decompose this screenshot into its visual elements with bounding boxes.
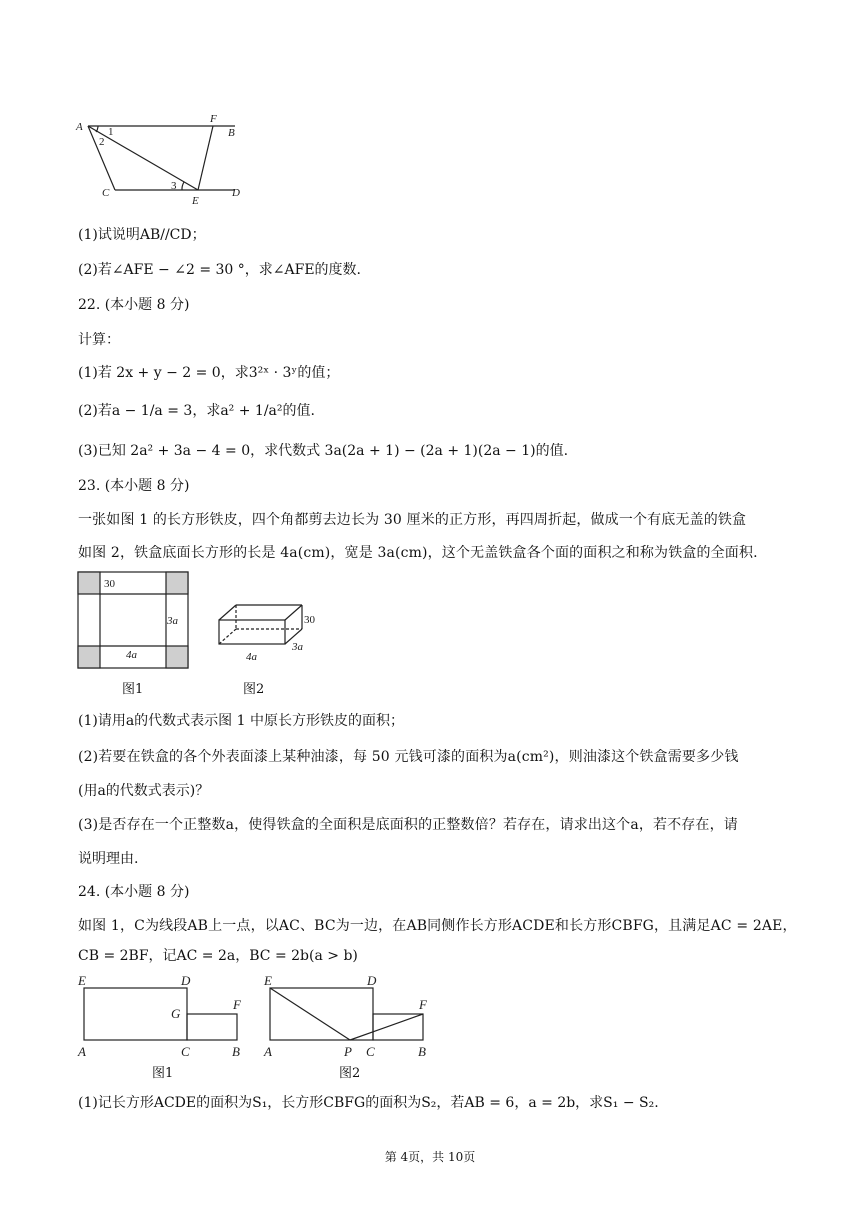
q21-part1: (1)试说明AB//CD；: [78, 227, 206, 243]
q24-text-line1: 如图 1，C为线段AB上一点，以AC、BC为一边，在AB同侧作长方形ACDE和长方形CBFG，且满足AC = 2AE，: [78, 918, 797, 934]
label-c: C: [366, 1044, 375, 1058]
q23-header: 23. (本小题 8 分): [78, 478, 190, 494]
label-a: A: [78, 1044, 86, 1058]
q23-part2-line2: (用a的代数式表示)？: [78, 783, 210, 799]
parallel-lines-figure: [70, 110, 250, 208]
q22-header: 22. (本小题 8 分): [78, 297, 190, 313]
q24-text-line2: CB = 2BF，记AC = 2a，BC = 2b(a > b): [78, 948, 358, 964]
q22-part1: (1)若 2x + y − 2 = 0，求3²ˣ · 3ʸ的值；: [78, 365, 340, 381]
rectangles-figure-2: [260, 972, 440, 1058]
q23-part2-line1: (2)若要在铁盒的各个外表面漆上某种油漆，每 50 元钱可漆的面积为a(cm²)，则油漆这个铁盒需要多少钱: [78, 749, 739, 765]
label-b: B: [228, 127, 235, 139]
label-angle-3: 3: [171, 180, 177, 192]
q23-text-line1: 一张如图 1 的长方形铁皮，四个角都剪去边长为 30 厘米的正方形，再四周折起，做成一个有底无盖的铁盒: [78, 512, 747, 528]
rectangles-figure-1: [74, 972, 254, 1058]
label-3a: 3a: [292, 641, 303, 653]
q23-part1: (1)请用a的代数式表示图 1 中原长方形铁皮的面积；: [78, 713, 404, 729]
label-4a: 4a: [246, 651, 257, 663]
label-e: E: [78, 973, 86, 988]
label-4a: 4a: [126, 649, 137, 661]
q21-part2: (2)若∠AFE − ∠2 = 30 °，求∠AFE的度数.: [78, 262, 361, 278]
page-footer: 第 4页，共 10页: [384, 1150, 476, 1164]
label-d: D: [181, 973, 191, 988]
label-g: G: [171, 1006, 181, 1021]
label-f: F: [210, 113, 217, 125]
figure-2-caption: 图2: [339, 1066, 361, 1081]
open-box-figure: [214, 598, 326, 664]
q24-part1: (1)记长方形ACDE的面积为S₁，长方形CBFG的面积为S₂，若AB = 6，a = 2b，求S₁ − S₂.: [78, 1095, 659, 1111]
q22-part2: (2)若a − 1/a = 3，求a² + 1/a²的值.: [78, 403, 315, 419]
label-f: F: [419, 997, 427, 1012]
label-p: P: [344, 1044, 352, 1058]
label-3a: 3a: [167, 615, 178, 627]
q23-text-line2: 如图 2，铁盒底面长方形的长是 4a(cm)，宽是 3a(cm)，这个无盖铁盒各个面的面积之和称为铁盒的全面积.: [78, 545, 758, 561]
label-30: 30: [104, 578, 115, 590]
label-b: B: [418, 1044, 426, 1058]
figure-1-caption: 图1: [152, 1066, 174, 1081]
figure-1-caption: 图1: [122, 682, 144, 697]
q23-part3-line2: 说明理由.: [78, 851, 139, 867]
label-a: A: [264, 1044, 272, 1058]
label-30: 30: [304, 614, 315, 626]
label-c: C: [102, 187, 110, 199]
label-d: D: [367, 973, 377, 988]
q24-header: 24. (本小题 8 分): [78, 884, 190, 900]
label-angle-2: 2: [99, 136, 105, 148]
q23-part3-line1: (3)是否存在一个正整数a，使得铁盒的全面积是底面积的正整数倍？若存在，请求出这个a，若不存在，请: [78, 817, 738, 833]
label-b: B: [232, 1044, 240, 1058]
label-d: D: [232, 187, 240, 199]
label-f: F: [233, 997, 241, 1012]
figure-2-caption: 图2: [243, 682, 265, 697]
label-a: A: [76, 121, 83, 133]
label-e: E: [192, 195, 199, 207]
label-angle-1: 1: [108, 126, 114, 138]
label-e: E: [264, 973, 272, 988]
q22-intro: 计算：: [78, 332, 120, 348]
iron-sheet-figure: [76, 570, 194, 672]
label-c: C: [181, 1044, 190, 1058]
q22-part3: (3)已知 2a² + 3a − 4 = 0，求代数式 3a(2a + 1) − (2a + 1)(2a − 1)的值.: [78, 443, 569, 459]
